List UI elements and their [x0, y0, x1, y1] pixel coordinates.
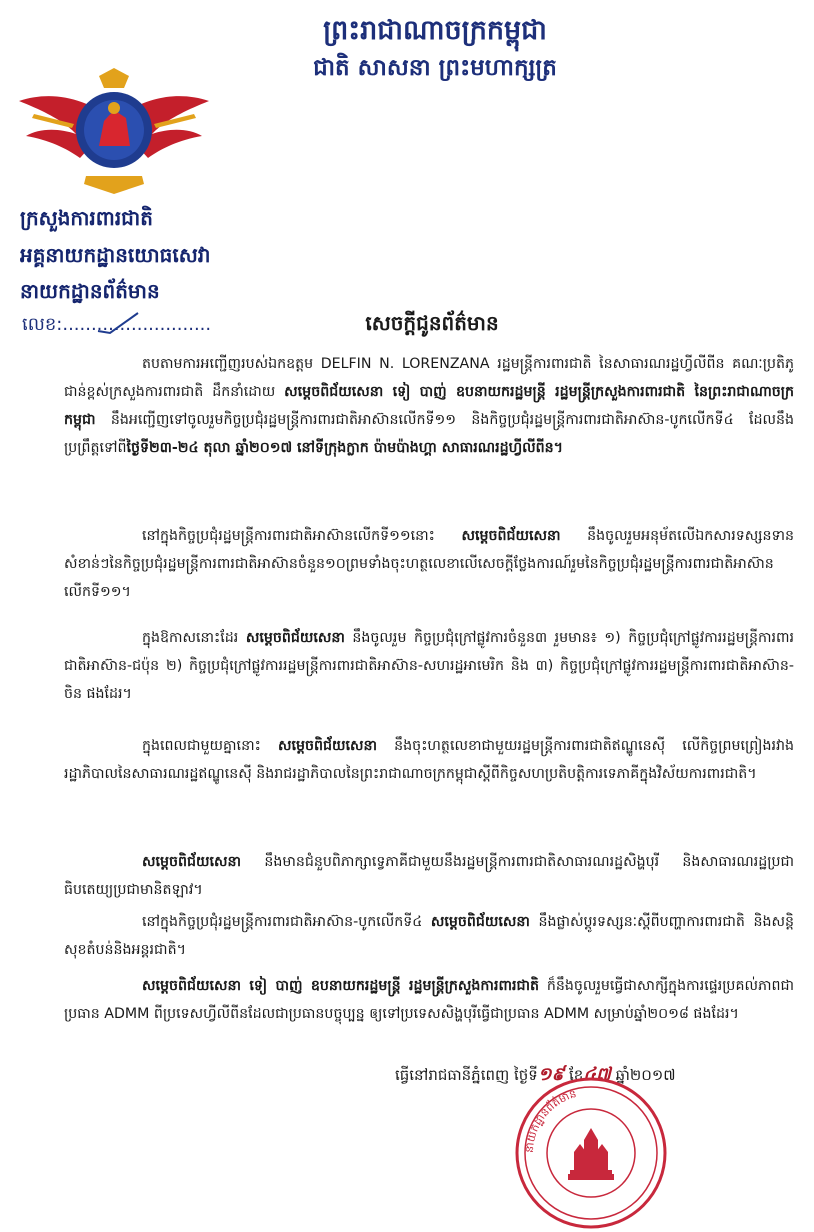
paragraph-7 [64, 972, 794, 1056]
paragraph-4 [64, 732, 794, 844]
document-title: សេចក្តីជូនព័ត៌មាន [365, 311, 499, 335]
text-segment: នឹងចូលរួម កិច្ចប្រជុំក្រៅផ្លូវការចំនួន៣ រួមមាន៖ ១) កិច្ចប្រជុំក្រៅផ្លូវការរដ្ឋមន្ត្រីការពារជាតិអាស៊ាន-ជប៉ុន ២) កិច្ចប្រជុំក្រៅផ្លូវការរដ្ឋមន្ត្រីការពារជាតិអាស៊ាន-សហរដ្ឋអាមេរិក និង ៣) កិច្ចប្រជុំក្រៅផ្លូវការរដ្ឋមន្ត្រីការពារជាតិអាស៊ាន-ចិន ផងដែរ។ [64, 630, 794, 702]
text-segment: នឹងអញ្ជើញទៅចូលរួមកិច្ចប្រជុំរដ្ឋមន្ត្រីការពារជាតិអាស៊ានលើកទី១១ និងកិច្ចប្រជុំរដ្ឋមន្ត្រីការពារជាតិអាស៊ាន-បូកលើកទី៤ ដែលនឹងប្រព្រឹត្តទៅពី [64, 412, 794, 456]
kingdom-motto-line2: ជាតិ សាសនា ព្រះមហាក្សត្រ [313, 55, 557, 81]
text-segment: នៅក្នុងកិច្ចប្រជុំរដ្ឋមន្ត្រីការពារជាតិអាស៊ាន-បូកលើកទី៤ [142, 914, 431, 930]
text-segment: នឹងចូលរួមអនុម័តលើឯកសារទស្សនទានសំខាន់ៗនៃកិច្ចប្រជុំរដ្ឋមន្ត្រីការពារជាតិអាស៊ានចំនួន១០ព្រមទាំងចុះហត្ថលេខាលើសេចក្តីថ្លែងការណ៍រួមនៃកិច្ចប្រជុំរដ្ឋមន្ត្រីការពារជាតិអាស៊ានលើកទី១១។ [64, 528, 794, 600]
text-segment-bold: សម្តេចពិជ័យសេនា [277, 738, 378, 754]
official-seal-icon [512, 1074, 670, 1232]
text-segment-bold: សម្តេចពិជ័យសេនា ទៀ បាញ់ ឧបនាយករដ្ឋមន្ត្រី រដ្ឋមន្ត្រីក្រសួងការពារជាតិ នៃព្រះរាជាណាចក្រកម្ពុជា [64, 384, 795, 428]
paragraph-3 [64, 624, 794, 736]
date-month-label: ខែ [569, 1066, 584, 1084]
text-segment: ក្នុងឱកាសនោះដែរ [142, 630, 246, 646]
text-segment: នឹងចុះហត្ថលេខាជាមួយរដ្ឋមន្ត្រីការពារជាតិឥណ្ឌូនេស៊ី លើកិច្ចព្រមព្រៀងរវាងរដ្ឋាភិបាលនៃសាធារណរដ្ឋឥណ្ឌូនេស៊ី និងរាជរដ្ឋាភិបាលនៃព្រះរាជាណាចក្រកម្ពុជាស្តីពីកិច្ចសហប្រតិបត្តិការទេភាគីក្នុងវិស័យការពារជាតិ។ [64, 738, 794, 782]
seal-ring-textpath: នាយកដ្ឋានព័ត៌មាន [522, 1087, 578, 1154]
issuer-department: នាយកដ្ឋានព័ត៌មាន [20, 279, 160, 303]
kingdom-motto-line1: ព្រះរាជាណាចក្រកម្ពុជា [323, 15, 547, 46]
date-day-handwritten: ១៩ [537, 1064, 565, 1085]
date-month-handwritten: ៤៧ [583, 1064, 611, 1085]
text-segment-bold: សម្តេចពិជ័យសេនា [430, 914, 530, 930]
reference-checkmark-icon [96, 311, 140, 335]
text-segment-bold: សម្តេចពិជ័យសេនា ទៀ បាញ់ ឧបនាយករដ្ឋមន្ត្រី រដ្ឋមន្ត្រីក្រសួងការពារជាតិ [142, 978, 539, 994]
text-segment: នឹងមានជំនួបពិភាក្សាទ្វេភាគីជាមួយនឹងរដ្ឋមន្ត្រីការពារជាតិសាធារណរដ្ឋសិង្ហបុរី និងសាធារណរដ្ឋប្រជាធិបតេយ្យប្រជាមានិតឡាវ។ [64, 854, 794, 898]
ministry-of-defense-emblem-icon [14, 66, 214, 196]
paragraph-1 [64, 350, 794, 518]
issuer-ministry: ក្រសួងការពារជាតិ [20, 206, 153, 230]
text-segment: ក៏នឹងចូលរួមធ្វើជាសាក្សីក្នុងការផ្ទេរប្រគល់ភាពជាប្រធាន ADMM ពីប្រទេសហ្វីលីពីនដែលជាប្រធានបច្ចុប្បន្ន ឲ្យទៅប្រទេសសិង្ហបុរីធ្វើជាប្រធាន ADMM សម្រាប់ឆ្នាំ២០១៨ ផងដែរ។ [64, 978, 794, 1022]
text-segment: នឹងផ្លាស់ប្តូរទស្សនៈស្តីពីបញ្ហាការពារជាតិ និងសន្តិសុខតំបន់និងអន្តរជាតិ។ [64, 914, 795, 958]
text-segment-bold: សម្តេចពិជ័យសេនា [142, 854, 242, 870]
text-segment: ក្នុងពេលជាមួយគ្នានោះ [142, 738, 278, 754]
reference-number: លេខ:.......................... [22, 314, 212, 335]
seal-ring-text [523, 1087, 578, 1153]
paragraph-5 [64, 848, 794, 904]
text-segment-bold: ថ្ងៃទី២៣-២៤ តុលា ឆ្នាំ២០១៧ នៅទីក្រុងក្លាក ប៉ាមប៉ាងហ្គា សាធារណរដ្ឋហ្វីលីពីន។ [126, 440, 563, 456]
date-year: ឆ្នាំ២០១៧ [615, 1066, 676, 1084]
date-place-prefix: ធ្វើនៅរាជធានីភ្នំពេញ ថ្ងៃទី [395, 1066, 538, 1084]
text-segment-bold: សម្តេចពិជ័យសេនា [461, 528, 561, 544]
paragraph-6 [64, 908, 794, 964]
paragraph-2 [64, 522, 794, 606]
text-segment-bold: សម្តេចពិជ័យសេនា [245, 630, 345, 646]
text-segment: តបតាមការអញ្ជើញរបស់ឯកឧត្តម DELFIN N. LORENZANA រដ្ឋមន្ត្រីការពារជាតិ នៃសាធារណរដ្ឋហ្វីលីពីន គណៈប្រតិភូជាន់ខ្ពស់ក្រសួងការពារជាតិ ដឹកនាំដោយ [64, 356, 794, 400]
issuer-general-department: អគ្គនាយកដ្ឋានយោធសេវា [20, 243, 211, 267]
text-segment: នៅក្នុងកិច្ចប្រជុំរដ្ឋមន្ត្រីការពារជាតិអាស៊ានលើកទី១១នោះ [142, 528, 462, 544]
